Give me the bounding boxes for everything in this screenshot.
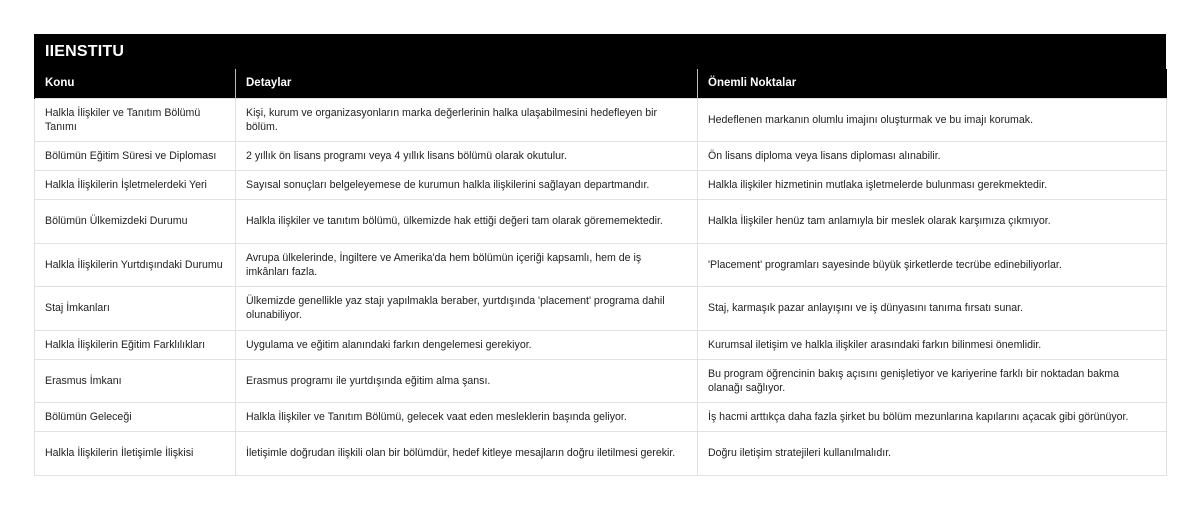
cell-detaylar: Halkla İlişkiler ve Tanıtım Bölümü, gelecek vaat eden mesleklerin başında geliyor.: [236, 403, 698, 432]
table-row: [35, 432, 1167, 476]
cell-konu: Bölümün Ülkemizdeki Durumu: [35, 200, 236, 244]
header-detaylar: Detaylar: [236, 69, 698, 98]
cell-detaylar: İletişimle doğrudan ilişkili olan bir bölümdür, hedef kitleye mesajların doğru iletilmesi gerekir.: [236, 432, 698, 476]
cell-konu: Bölümün Geleceği: [35, 403, 236, 432]
cell-detaylar: Ülkemizde genellikle yaz stajı yapılmakla beraber, yurtdışında 'placement' programa dahil olunabiliyor.: [236, 287, 698, 331]
table-row: [35, 200, 1167, 244]
table-row: [35, 287, 1167, 331]
cell-onemli-noktalar: Doğru iletişim stratejileri kullanılmalıdır.: [698, 432, 1167, 476]
header-konu: Konu: [35, 69, 236, 98]
table-row: [35, 171, 1167, 200]
table-row: [35, 403, 1167, 432]
cell-onemli-noktalar: 'Placement' programları sayesinde büyük şirketlerde tecrübe edinebiliyorlar.: [698, 243, 1167, 287]
table-row: [35, 243, 1167, 287]
cell-detaylar: Kişi, kurum ve organizasyonların marka değerlerinin halka ulaşabilmesini hedefleyen bir bölüm.: [236, 98, 698, 142]
cell-detaylar: Halkla ilişkiler ve tanıtım bölümü, ülkemizde hak ettiği değeri tam olarak görememektedir.: [236, 200, 698, 244]
table-row: [35, 359, 1167, 403]
cell-konu: Halkla İlişkilerin İşletmelerdeki Yeri: [35, 171, 236, 200]
header-onemli-noktalar: Önemli Noktalar: [698, 69, 1167, 98]
cell-konu: Bölümün Eğitim Süresi ve Diploması: [35, 142, 236, 171]
table-row: [35, 330, 1167, 359]
table-header-row: [35, 69, 1167, 98]
cell-detaylar: Sayısal sonuçları belgeleyemese de kurumun halkla ilişkilerini sağlayan departmandır.: [236, 171, 698, 200]
cell-onemli-noktalar: Halkla İlişkiler henüz tam anlamıyla bir meslek olarak karşımıza çıkmıyor.: [698, 200, 1167, 244]
cell-detaylar: Erasmus programı ile yurtdışında eğitim alma şansı.: [236, 359, 698, 403]
cell-onemli-noktalar: Staj, karmaşık pazar anlayışını ve iş dünyasını tanıma fırsatı sunar.: [698, 287, 1167, 331]
brand-title: IIENSTITU: [34, 34, 1166, 69]
cell-detaylar: Avrupa ülkelerinde, İngiltere ve Amerika'da hem bölümün içeriği kapsamlı, hem de iş imkânları fazla.: [236, 243, 698, 287]
cell-konu: Halkla İlişkilerin Yurtdışındaki Durumu: [35, 243, 236, 287]
cell-onemli-noktalar: İş hacmi arttıkça daha fazla şirket bu bölüm mezunlarına kapılarını açacak gibi görünüyor.: [698, 403, 1167, 432]
cell-onemli-noktalar: Kurumsal iletişim ve halkla ilişkiler arasındaki farkın bilinmesi önemlidir.: [698, 330, 1167, 359]
cell-onemli-noktalar: Bu program öğrencinin bakış açısını genişletiyor ve kariyerine farklı bir noktadan bakma olanağı sağlıyor.: [698, 359, 1167, 403]
table-row: [35, 142, 1167, 171]
info-table: [34, 69, 1167, 476]
cell-konu: Halkla İlişkilerin Eğitim Farklılıkları: [35, 330, 236, 359]
cell-onemli-noktalar: Ön lisans diploma veya lisans diploması alınabilir.: [698, 142, 1167, 171]
cell-onemli-noktalar: Hedeflenen markanın olumlu imajını oluşturmak ve bu imajı korumak.: [698, 98, 1167, 142]
cell-konu: Halkla İlişkilerin İletişimle İlişkisi: [35, 432, 236, 476]
cell-detaylar: Uygulama ve eğitim alanındaki farkın dengelemesi gerekiyor.: [236, 330, 698, 359]
cell-onemli-noktalar: Halkla ilişkiler hizmetinin mutlaka işletmelerde bulunması gerekmektedir.: [698, 171, 1167, 200]
content-table-container: [34, 34, 1166, 476]
cell-konu: Halkla İlişkiler ve Tanıtım Bölümü Tanımı: [35, 98, 236, 142]
table-row: [35, 98, 1167, 142]
cell-konu: Erasmus İmkanı: [35, 359, 236, 403]
cell-konu: Staj İmkanları: [35, 287, 236, 331]
cell-detaylar: 2 yıllık ön lisans programı veya 4 yıllık lisans bölümü olarak okutulur.: [236, 142, 698, 171]
